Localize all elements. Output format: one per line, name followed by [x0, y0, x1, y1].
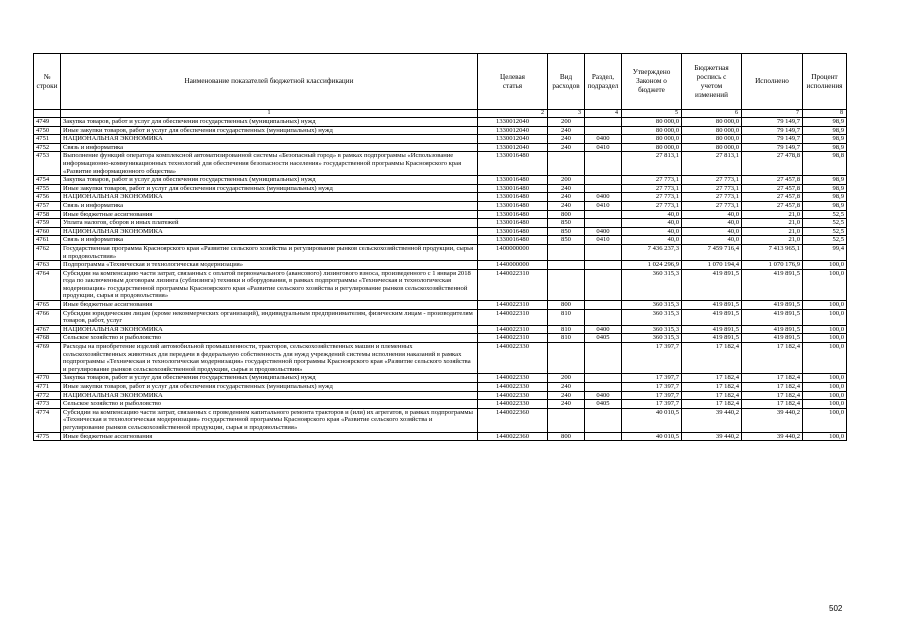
expense-type: 240 — [548, 184, 585, 193]
execution-percent: 100,0 — [803, 309, 847, 325]
execution-percent: 98,8 — [803, 152, 847, 176]
approved-amount: 40,0 — [622, 210, 682, 219]
target-article: 1330016480 — [478, 210, 548, 219]
target-article: 1330012040 — [478, 135, 548, 144]
table-row — [34, 343, 847, 374]
execution-percent: 99,4 — [803, 244, 847, 260]
row-name: Сельское хозяйство и рыболовство — [61, 400, 478, 409]
expense-type: 240 — [548, 135, 585, 144]
row-name: Субсидии юридическим лицам (кроме некоммерческих организаций), индивидуальным предпринимателям, физическим лицам - производителям товаров, работ, услуг — [61, 309, 478, 325]
target-article: 1440022330 — [478, 343, 548, 374]
section: 0400 — [585, 193, 622, 202]
expense-type: 810 — [548, 309, 585, 325]
row-number: 4765 — [34, 301, 61, 310]
target-article: 1330016480 — [478, 152, 548, 176]
target-article: 1440022330 — [478, 383, 548, 392]
budget-list-amount: 39 440,2 — [682, 432, 742, 441]
row-name: Подпрограмма «Техническая и технологическая модернизация» — [61, 261, 478, 270]
execution-percent: 98,9 — [803, 126, 847, 135]
approved-amount: 360 315,3 — [622, 301, 682, 310]
target-article: 1440022310 — [478, 301, 548, 310]
approved-amount: 80 000,0 — [622, 143, 682, 152]
row-number: 4750 — [34, 126, 61, 135]
execution-percent: 52,5 — [803, 236, 847, 245]
executed-amount: 21,0 — [742, 236, 803, 245]
expense-type: 200 — [548, 176, 585, 185]
execution-percent: 100,0 — [803, 408, 847, 432]
row-name: Выполнение функций оператора комплексной автоматизированной системы «Безопасный город» в рамках подпрограммы «Использование информационно-коммуникационных технологий для обеспечения безопасности населения» государственной программы Красноярского края «Развитие информационного общества» — [61, 152, 478, 176]
executed-amount: 39 440,2 — [742, 408, 803, 432]
expense-type: 850 — [548, 219, 585, 228]
budget-list-amount: 39 440,2 — [682, 408, 742, 432]
row-number: 4769 — [34, 343, 61, 374]
expense-type: 240 — [548, 201, 585, 210]
budget-list-amount: 7 459 716,4 — [682, 244, 742, 260]
row-name: Связь и информатика — [61, 201, 478, 210]
approved-amount: 27 773,1 — [622, 184, 682, 193]
executed-amount: 39 440,2 — [742, 432, 803, 441]
budget-list-amount: 27 773,1 — [682, 184, 742, 193]
row-number: 4756 — [34, 193, 61, 202]
expense-type — [548, 244, 585, 260]
expense-type — [548, 269, 585, 300]
target-article: 1330016480 — [478, 201, 548, 210]
section: 0405 — [585, 334, 622, 343]
row-name: Связь и информатика — [61, 236, 478, 245]
header-name: Наименование показателей бюджетной классификации — [61, 54, 478, 110]
executed-amount: 1 070 176,9 — [742, 261, 803, 270]
execution-percent: 100,0 — [803, 374, 847, 383]
expense-type — [548, 343, 585, 374]
executed-amount: 21,0 — [742, 219, 803, 228]
approved-amount: 40,0 — [622, 236, 682, 245]
target-article: 1400000000 — [478, 244, 548, 260]
approved-amount: 360 315,3 — [622, 325, 682, 334]
section — [585, 408, 622, 432]
row-name: Иные закупки товаров, работ и услуг для обеспечения государственных (муниципальных) нужд — [61, 184, 478, 193]
approved-amount: 360 315,3 — [622, 334, 682, 343]
approved-amount: 17 397,7 — [622, 391, 682, 400]
row-number: 4753 — [34, 152, 61, 176]
executed-amount: 27 457,8 — [742, 193, 803, 202]
approved-amount: 27 773,1 — [622, 176, 682, 185]
section — [585, 176, 622, 185]
header-approved: Утверждено Законом о бюджете — [622, 54, 682, 110]
approved-amount: 17 397,7 — [622, 343, 682, 374]
section — [585, 383, 622, 392]
header-type: Вид расходов — [548, 54, 585, 110]
row-name: Субсидии на компенсацию части затрат, связанных с оплатой первоначального (авансового) лизингового взноса, произведенного с 1 января 2018 года по заключенным договорам лизинга (сублизинга) техники и оборудования, в рамках подпрограммы «Техническая и технологическая модернизация» государственной программы Красноярского края «Развитие сельского хозяйства и регулирование рынков сельскохозяйственной продукции, сырья и продовольствия» — [61, 269, 478, 300]
target-article: 1440022360 — [478, 432, 548, 441]
row-name: Закупка товаров, работ и услуг для обеспечения государственных (муниципальных) нужд — [61, 176, 478, 185]
execution-percent: 98,9 — [803, 143, 847, 152]
approved-amount: 80 000,0 — [622, 135, 682, 144]
executed-amount: 79 149,7 — [742, 143, 803, 152]
table-row — [34, 374, 847, 383]
column-number: 1 — [61, 110, 478, 118]
column-number-row — [34, 110, 847, 118]
executed-amount: 79 149,7 — [742, 126, 803, 135]
row-number: 4755 — [34, 184, 61, 193]
section — [585, 184, 622, 193]
budget-list-amount: 17 182,4 — [682, 374, 742, 383]
header-target: Целевая статья — [478, 54, 548, 110]
target-article: 1440022360 — [478, 408, 548, 432]
expense-type: 240 — [548, 391, 585, 400]
approved-amount: 27 813,1 — [622, 152, 682, 176]
section: 0405 — [585, 400, 622, 409]
budget-list-amount: 40,0 — [682, 219, 742, 228]
executed-amount: 17 182,4 — [742, 343, 803, 374]
target-article: 1440022310 — [478, 325, 548, 334]
table-row — [34, 184, 847, 193]
budget-list-amount: 17 182,4 — [682, 383, 742, 392]
header-row-no: № строки — [34, 54, 61, 110]
target-article: 1330016480 — [478, 219, 548, 228]
execution-percent: 100,0 — [803, 334, 847, 343]
budget-list-amount: 27 773,1 — [682, 201, 742, 210]
execution-percent: 100,0 — [803, 391, 847, 400]
section — [585, 244, 622, 260]
section — [585, 219, 622, 228]
budget-list-amount: 419 891,5 — [682, 269, 742, 300]
section — [585, 118, 622, 127]
row-number: 4766 — [34, 309, 61, 325]
budget-table — [33, 53, 847, 441]
approved-amount: 40,0 — [622, 219, 682, 228]
section — [585, 152, 622, 176]
target-article: 1330016480 — [478, 176, 548, 185]
row-name: Иные бюджетные ассигнования — [61, 432, 478, 441]
row-number: 4772 — [34, 391, 61, 400]
executed-amount: 27 478,8 — [742, 152, 803, 176]
executed-amount: 419 891,5 — [742, 301, 803, 310]
header-list: Бюджетная роспись с учетом изменений — [682, 54, 742, 110]
table-row — [34, 118, 847, 127]
executed-amount: 17 182,4 — [742, 391, 803, 400]
column-number — [34, 110, 61, 118]
table-row — [34, 143, 847, 152]
approved-amount: 27 773,1 — [622, 193, 682, 202]
table-row — [34, 383, 847, 392]
approved-amount: 17 397,7 — [622, 374, 682, 383]
table-body — [34, 118, 847, 441]
target-article: 1440022310 — [478, 309, 548, 325]
row-number: 4771 — [34, 383, 61, 392]
expense-type: 240 — [548, 143, 585, 152]
row-number: 4774 — [34, 408, 61, 432]
row-name: Сельское хозяйство и рыболовство — [61, 334, 478, 343]
table-row — [34, 227, 847, 236]
execution-percent: 98,9 — [803, 201, 847, 210]
approved-amount: 40,0 — [622, 227, 682, 236]
row-number: 4770 — [34, 374, 61, 383]
section — [585, 126, 622, 135]
row-name: Государственная программа Красноярского края «Развитие сельского хозяйства и регулирование рынков сельскохозяйственной продукции, сырья и продовольствия» — [61, 244, 478, 260]
table-row — [34, 152, 847, 176]
table-row — [34, 301, 847, 310]
approved-amount: 17 397,7 — [622, 383, 682, 392]
row-name: Иные бюджетные ассигнования — [61, 210, 478, 219]
column-number: 2 — [478, 110, 548, 118]
header-section: Раздел, подраздел — [585, 54, 622, 110]
section: 0410 — [585, 201, 622, 210]
row-name: Уплата налогов, сборов и иных платежей — [61, 219, 478, 228]
row-number: 4764 — [34, 269, 61, 300]
approved-amount: 7 436 237,3 — [622, 244, 682, 260]
table-row — [34, 261, 847, 270]
section — [585, 210, 622, 219]
column-number: 3 — [548, 110, 585, 118]
row-name: Иные закупки товаров, работ и услуг для обеспечения государственных (муниципальных) нужд — [61, 383, 478, 392]
row-name: НАЦИОНАЛЬНАЯ ЭКОНОМИКА — [61, 135, 478, 144]
execution-percent: 98,9 — [803, 176, 847, 185]
executed-amount: 419 891,5 — [742, 309, 803, 325]
row-name: Закупка товаров, работ и услуг для обеспечения государственных (муниципальных) нужд — [61, 118, 478, 127]
section — [585, 374, 622, 383]
row-number: 4759 — [34, 219, 61, 228]
approved-amount: 360 315,3 — [622, 269, 682, 300]
execution-percent: 100,0 — [803, 325, 847, 334]
section: 0410 — [585, 236, 622, 245]
executed-amount: 79 149,7 — [742, 118, 803, 127]
target-article: 1330012040 — [478, 118, 548, 127]
row-name: Связь и информатика — [61, 143, 478, 152]
target-article: 1440022330 — [478, 391, 548, 400]
row-number: 4751 — [34, 135, 61, 144]
row-name: Иные бюджетные ассигнования — [61, 301, 478, 310]
executed-amount: 17 182,4 — [742, 400, 803, 409]
section: 0400 — [585, 325, 622, 334]
table-row — [34, 176, 847, 185]
execution-percent: 52,5 — [803, 227, 847, 236]
table-row — [34, 391, 847, 400]
row-name: НАЦИОНАЛЬНАЯ ЭКОНОМИКА — [61, 325, 478, 334]
budget-list-amount: 419 891,5 — [682, 301, 742, 310]
budget-list-amount: 80 000,0 — [682, 126, 742, 135]
approved-amount: 27 773,1 — [622, 201, 682, 210]
expense-type: 850 — [548, 227, 585, 236]
budget-list-amount: 17 182,4 — [682, 400, 742, 409]
expense-type: 240 — [548, 400, 585, 409]
budget-list-amount: 40,0 — [682, 236, 742, 245]
budget-list-amount: 27 773,1 — [682, 193, 742, 202]
target-article: 1440022310 — [478, 269, 548, 300]
execution-percent: 100,0 — [803, 269, 847, 300]
section — [585, 261, 622, 270]
expense-type — [548, 408, 585, 432]
execution-percent: 52,5 — [803, 210, 847, 219]
table-row — [34, 334, 847, 343]
executed-amount: 17 182,4 — [742, 383, 803, 392]
executed-amount: 27 457,8 — [742, 176, 803, 185]
expense-type: 850 — [548, 236, 585, 245]
table-row — [34, 210, 847, 219]
approved-amount: 17 397,7 — [622, 400, 682, 409]
expense-type — [548, 261, 585, 270]
table-row — [34, 400, 847, 409]
budget-list-amount: 40,0 — [682, 210, 742, 219]
table-row — [34, 408, 847, 432]
row-number: 4749 — [34, 118, 61, 127]
section — [585, 269, 622, 300]
row-number: 4767 — [34, 325, 61, 334]
row-name: НАЦИОНАЛЬНАЯ ЭКОНОМИКА — [61, 193, 478, 202]
row-number: 4768 — [34, 334, 61, 343]
executed-amount: 419 891,5 — [742, 325, 803, 334]
approved-amount: 80 000,0 — [622, 118, 682, 127]
execution-percent: 100,0 — [803, 432, 847, 441]
target-article: 1440022310 — [478, 334, 548, 343]
row-number: 4761 — [34, 236, 61, 245]
expense-type: 200 — [548, 118, 585, 127]
row-name: Иные закупки товаров, работ и услуг для обеспечения государственных (муниципальных) нужд — [61, 126, 478, 135]
row-number: 4754 — [34, 176, 61, 185]
target-article: 1330012040 — [478, 126, 548, 135]
section — [585, 343, 622, 374]
expense-type: 800 — [548, 301, 585, 310]
table-row — [34, 325, 847, 334]
executed-amount: 419 891,5 — [742, 334, 803, 343]
target-article: 1330012040 — [478, 143, 548, 152]
budget-list-amount: 17 182,4 — [682, 391, 742, 400]
execution-percent: 98,9 — [803, 135, 847, 144]
row-number: 4762 — [34, 244, 61, 260]
budget-list-amount: 17 182,4 — [682, 343, 742, 374]
header-executed: Исполнено — [742, 54, 803, 110]
row-name: Субсидии на компенсацию части затрат, связанных с проведением капитального ремонта тракторов и (или) их агрегатов, в рамках подпрограммы «Техническая и технологическая модернизация» государственной программы Красноярского края «Развитие сельского хозяйства и регулирование рынков сельскохозяйственной продукции, сырья и продовольствия» — [61, 408, 478, 432]
column-number: 4 — [585, 110, 622, 118]
target-article: 1440022330 — [478, 400, 548, 409]
section: 0400 — [585, 391, 622, 400]
table-row — [34, 135, 847, 144]
executed-amount: 79 149,7 — [742, 135, 803, 144]
expense-type: 240 — [548, 193, 585, 202]
budget-list-amount: 419 891,5 — [682, 325, 742, 334]
execution-percent: 52,5 — [803, 219, 847, 228]
column-number: 5 — [622, 110, 682, 118]
target-article: 1440000000 — [478, 261, 548, 270]
budget-list-amount: 80 000,0 — [682, 118, 742, 127]
budget-list-amount: 1 070 194,4 — [682, 261, 742, 270]
executed-amount: 27 457,8 — [742, 184, 803, 193]
table-row — [34, 244, 847, 260]
budget-list-amount: 40,0 — [682, 227, 742, 236]
budget-list-amount: 419 891,5 — [682, 334, 742, 343]
column-number: 8 — [803, 110, 847, 118]
row-number: 4758 — [34, 210, 61, 219]
row-name: Расходы на приобретение изделий автомобильной промышленности, тракторов, сельскохозяйственных машин и племенных сельскохозяйственных животных для передачи в федеральную собственность для нужд учреждений системы исполнения наказаний в рамках подпрограммы «Техническая и технологическая модернизация» государственной программы Красноярского края «Развитие сельского хозяйства и регулирование рынков сельскохозяйственной продукции, сырья и продовольствия» — [61, 343, 478, 374]
approved-amount: 360 315,3 — [622, 309, 682, 325]
executed-amount: 7 413 965,1 — [742, 244, 803, 260]
expense-type: 800 — [548, 432, 585, 441]
execution-percent: 98,9 — [803, 193, 847, 202]
expense-type: 240 — [548, 383, 585, 392]
execution-percent: 98,9 — [803, 118, 847, 127]
table-row — [34, 201, 847, 210]
expense-type: 810 — [548, 325, 585, 334]
approved-amount: 40 010,5 — [622, 432, 682, 441]
section: 0400 — [585, 227, 622, 236]
header-percent: Процент исполнения — [803, 54, 847, 110]
expense-type — [548, 152, 585, 176]
row-name: Закупка товаров, работ и услуг для обеспечения государственных (муниципальных) нужд — [61, 374, 478, 383]
approved-amount: 80 000,0 — [622, 126, 682, 135]
budget-list-amount: 27 773,1 — [682, 176, 742, 185]
table-row — [34, 193, 847, 202]
approved-amount: 40 010,5 — [622, 408, 682, 432]
table-row — [34, 309, 847, 325]
execution-percent: 100,0 — [803, 301, 847, 310]
table-row — [34, 219, 847, 228]
approved-amount: 1 024 296,9 — [622, 261, 682, 270]
target-article: 1330016480 — [478, 193, 548, 202]
budget-list-amount: 80 000,0 — [682, 143, 742, 152]
budget-list-amount: 419 891,5 — [682, 309, 742, 325]
row-number: 4763 — [34, 261, 61, 270]
row-number: 4752 — [34, 143, 61, 152]
execution-percent: 100,0 — [803, 400, 847, 409]
section — [585, 432, 622, 441]
header-row — [34, 54, 847, 110]
expense-type: 240 — [548, 126, 585, 135]
executed-amount: 17 182,4 — [742, 374, 803, 383]
row-number: 4760 — [34, 227, 61, 236]
table-row — [34, 432, 847, 441]
row-name: НАЦИОНАЛЬНАЯ ЭКОНОМИКА — [61, 227, 478, 236]
row-name: НАЦИОНАЛЬНАЯ ЭКОНОМИКА — [61, 391, 478, 400]
executed-amount: 21,0 — [742, 227, 803, 236]
table-row — [34, 126, 847, 135]
column-number: 6 — [682, 110, 742, 118]
executed-amount: 27 457,8 — [742, 201, 803, 210]
column-number: 7 — [742, 110, 803, 118]
row-number: 4757 — [34, 201, 61, 210]
execution-percent: 100,0 — [803, 343, 847, 374]
table-row — [34, 236, 847, 245]
execution-percent: 98,9 — [803, 184, 847, 193]
execution-percent: 100,0 — [803, 261, 847, 270]
budget-list-amount: 80 000,0 — [682, 135, 742, 144]
execution-percent: 100,0 — [803, 383, 847, 392]
expense-type: 200 — [548, 374, 585, 383]
target-article: 1330016480 — [478, 184, 548, 193]
row-number: 4773 — [34, 400, 61, 409]
section: 0400 — [585, 135, 622, 144]
expense-type: 810 — [548, 334, 585, 343]
target-article: 1330016480 — [478, 227, 548, 236]
target-article: 1330016480 — [478, 236, 548, 245]
row-number: 4775 — [34, 432, 61, 441]
expense-type: 800 — [548, 210, 585, 219]
table-row — [34, 269, 847, 300]
executed-amount: 419 891,5 — [742, 269, 803, 300]
target-article: 1440022330 — [478, 374, 548, 383]
section — [585, 309, 622, 325]
section: 0410 — [585, 143, 622, 152]
budget-list-amount: 27 813,1 — [682, 152, 742, 176]
executed-amount: 21,0 — [742, 210, 803, 219]
page-number: 502 — [829, 604, 843, 613]
section — [585, 301, 622, 310]
